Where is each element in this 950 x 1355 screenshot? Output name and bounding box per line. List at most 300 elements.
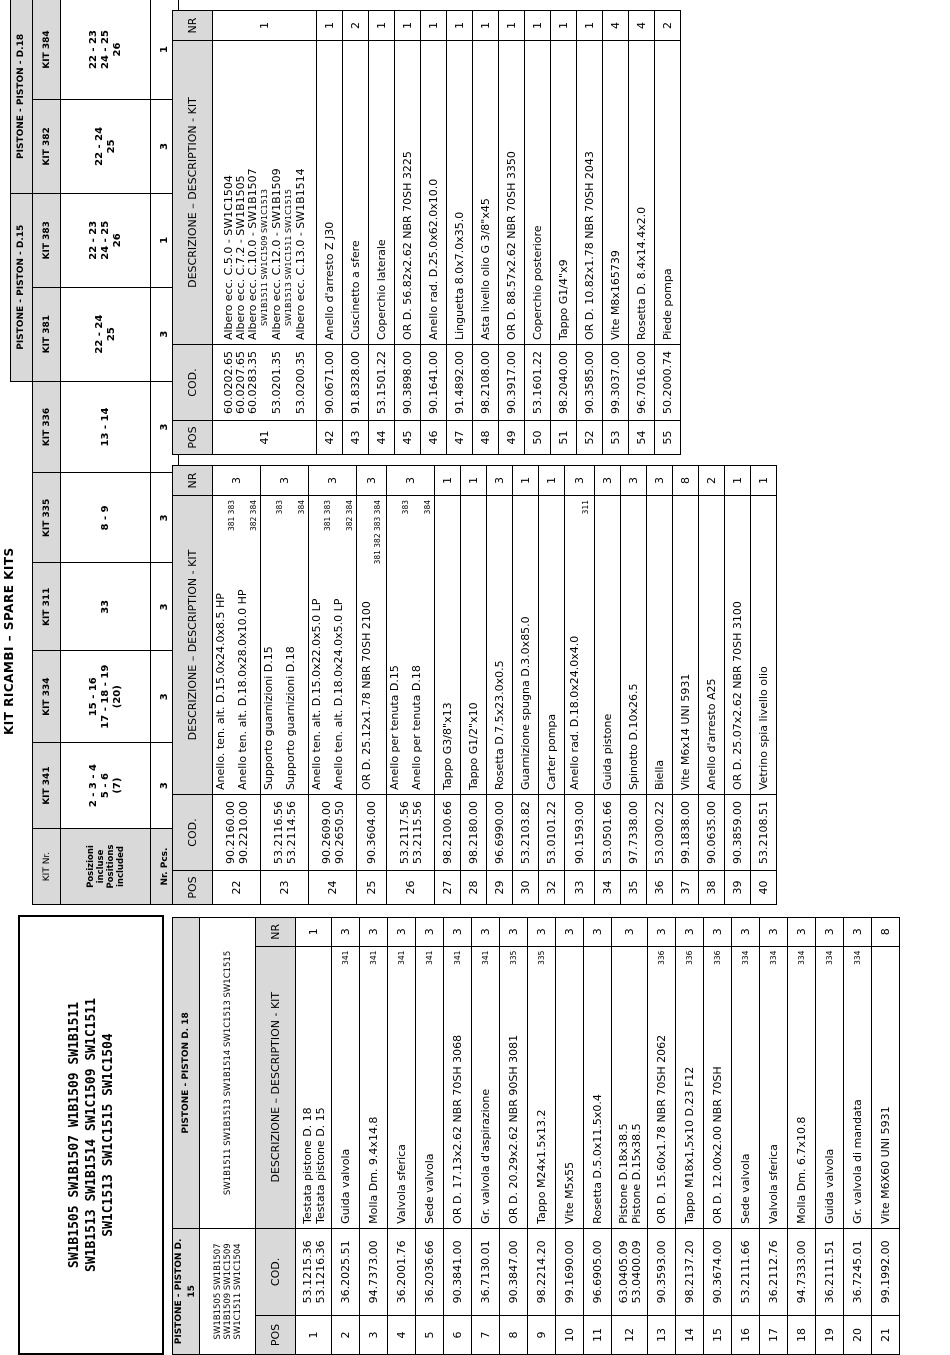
desc-cell [213,41,317,345]
desc-cell [704,946,732,1228]
pos-cell: 32 [539,871,565,905]
table-row [577,11,603,455]
desc-cell [655,41,681,345]
table-row [528,918,556,1355]
desc-text: Anello ten. alt. D.15.0x22.0x5.0 LP [309,598,323,791]
pos-cell: 15 [704,1316,732,1355]
kit-ref: 382 384 [344,500,354,532]
desc-line [441,500,454,790]
nr-cell: 1 [473,11,499,41]
empty-corner [11,829,33,905]
nr-cell: 1 [513,466,539,496]
desc-line: Albero ecc. C.10.0 - SW1B1507 [245,168,259,341]
desc-text: OR D. 25.12x1.78 NBR 70SH 2100 [359,601,373,791]
nr-cell: 3 [676,918,704,947]
desc-text: Vite M5x55 [563,1161,576,1224]
pos-cell: 40 [751,871,777,905]
kit-nr-row [33,0,61,905]
desc-cell [595,496,621,795]
desc-line: Cuscinetto a sfere [348,240,362,341]
desc-text: Testata pistone D. 18 Testata pistone D. 15 [300,1107,327,1224]
table-row [872,918,900,1355]
nr-cell: 1 [435,466,461,496]
table-row [500,918,528,1355]
table-row [213,11,317,455]
desc-cell [388,946,416,1228]
cod-cell: 90.3674.00 [704,1228,732,1315]
desc-line: OR D. 56.82x2.62 NBR 70SH 3225 [400,151,414,341]
pos-cell: 24 [309,871,357,905]
cod-cell: 96.6990.00 [487,795,513,871]
pos-cell: 45 [395,421,421,455]
table-row [421,11,447,455]
kit-number: KIT 384 [33,0,61,99]
piston15-label: PISTONE - PISTON D. 15 [173,1228,200,1354]
cod-cell: 90.1593.00 [565,795,595,871]
table-row [435,466,461,905]
desc-line [333,500,355,790]
table-row [487,466,513,905]
cod-cell: 90.2609.00 90.2650.50 [309,795,357,871]
cod-cell: 91.8328.00 [343,345,369,421]
nr-cell: 3 [309,466,357,496]
kit-number: KIT 336 [33,381,61,473]
desc-cell [699,496,725,795]
cod-cell: 60.0202.65 60.0207.65 60.0283.35 53.0201.35 53.0200.35 [213,345,317,421]
pos-cell: 35 [621,871,647,905]
table-row [676,918,704,1355]
pos-cell: 47 [447,421,473,455]
desc-text: Guarnizione spugna D.3.0x85.0 [519,616,532,791]
desc-text: Vetrino spia livello olio [757,666,770,791]
table-row [539,466,565,905]
cod-cell: 90.3898.00 [395,345,421,421]
cod-cell: 90.3841.00 [444,1228,472,1315]
table-row [788,918,816,1355]
kit-ref: 334 [853,950,862,965]
table-row [461,466,487,905]
cod-cell: 53.2103.82 [513,795,539,871]
table-row [473,11,499,455]
pos-cell: 1 [296,1316,332,1355]
pos-cell: 44 [369,421,395,455]
nr-cell: 3 [360,918,388,947]
nr-cell: 8 [872,918,900,947]
nr-cell: 3 [816,918,844,947]
desc-line [361,500,383,790]
kit-ref: 336 [685,950,694,965]
pos-cell: 2 [332,1316,360,1355]
desc-cell [788,946,816,1228]
table-row [565,466,595,905]
desc-cell [565,496,595,795]
models-line-2: SW1B1513 SW1B1514 SW1C1509 SW1C1511 [83,998,99,1272]
table-row [673,466,699,905]
desc-line: Albero ecc. C.13.0 - SW1B1514 [293,168,307,341]
cod-cell: 53.0501.66 [595,795,621,871]
pos-cell: 46 [421,421,447,455]
desc-cell [261,496,309,795]
kit-ref: 311 [580,500,590,515]
pos-cell: 34 [595,871,621,905]
cod-cell: 96.6905.00 [584,1228,612,1315]
desc-cell [513,496,539,795]
desc-line [731,500,744,790]
kit-pcs: 3 [151,287,179,381]
cod-cell: 99.3037.00 [603,345,629,421]
pos-cell: 26 [387,871,435,905]
desc-text: Guida pistone [601,713,614,791]
kit-positions: 22 - 24 25 [61,99,151,193]
pos-cell: 20 [844,1316,872,1355]
nr-cell: 1 [421,11,447,41]
desc-text: Supporto guarnizioni D.15 [261,646,275,791]
desc-cell [487,496,513,795]
kit-ref: 336 [713,950,722,965]
desc-cell [447,41,473,345]
kit-positions: 22 - 23 24 - 25 26 [61,193,151,287]
pos-cell: 41 [213,421,317,455]
desc-line [545,500,558,790]
models-line-3: SW1C1513 SW1C1515 SW1C1504 [100,1033,116,1237]
desc-cell [387,496,435,795]
desc-text: Anello ten. alt. D.18.0x24.0x5.0 LP [331,598,345,791]
desc-line: Albero ecc. C.12.0 - SW1B1509 [269,168,283,341]
desc-cell [648,946,676,1228]
desc-line [263,500,285,790]
pos-cell: 7 [472,1316,500,1355]
desc-line: Asta livello olio G 3/8"x45 [478,198,492,341]
pos-cell: 39 [725,871,751,905]
desc-cell [612,946,648,1228]
pos-cell: 51 [551,421,577,455]
table-row [551,11,577,455]
desc-cell [539,496,565,795]
pos-cell: 30 [513,871,539,905]
pos-cell: 54 [629,421,655,455]
nr-cell: 3 [388,918,416,947]
kit-ref: 341 [397,950,406,965]
cod-cell: 50.2000.74 [655,345,681,421]
pos-cell: 17 [760,1316,788,1355]
cod-cell: 98.2108.00 [473,345,499,421]
cod-cell: 90.3847.00 [500,1228,528,1315]
nr-cell: 2 [655,11,681,41]
kit-number: KIT 311 [33,563,61,651]
desc-line [757,500,770,790]
desc-text: Anello. ten. alt. D.15.0x24.0x8.5 HP [213,593,227,791]
kit-ref: 334 [769,950,778,965]
kit-positions: 8 - 9 [61,473,151,563]
cod-cell: 53.1501.22 [369,345,395,421]
desc-cell [577,41,603,345]
nr-cell: 3 [556,918,584,947]
pos-cell: 42 [317,421,343,455]
desc-line: Anello rad. D.25.0x62.0x10.0 [426,178,440,341]
desc-text: Vite M6x14 UNI 5931 [679,673,692,791]
nr-cell: 1 [725,466,751,496]
header-cod: COD. [256,1228,296,1315]
nr-cell: 3 [357,466,387,496]
pos-cell: 6 [444,1316,472,1355]
cod-cell: 36.7245.01 [844,1228,872,1315]
nr-cell: 3 [528,918,556,947]
pos-cell: 28 [461,871,487,905]
pos-cell: 29 [487,871,513,905]
desc-line [493,500,506,790]
nr-cell: 3 [612,918,648,947]
table-row [751,466,777,905]
kit-ref: 381 382 383 384 [372,500,382,565]
nr-cell: 3 [788,918,816,947]
pos-cell: 10 [556,1316,584,1355]
nr-cell: 3 [487,466,513,496]
desc-line [467,500,480,790]
table-row [213,466,261,905]
desc-line [519,500,532,790]
cod-cell: 53.2108.51 [751,795,777,871]
cod-cell: 53.1215.36 53.1216.36 [296,1228,332,1315]
desc-text: Anello rad. D.18.0x24.0x4.0 [567,635,581,791]
desc-line [389,500,411,790]
desc-line: SW1B1511 SW1C1509 SW1C1513 [259,188,269,327]
cod-cell: 94.7333.00 [788,1228,816,1315]
desc-cell [760,946,788,1228]
desc-cell [332,946,360,1228]
kit-pcs: 1 [151,0,179,99]
pos-cell: 8 [500,1316,528,1355]
right-header-cod: COD. [173,345,213,421]
cod-cell: 90.2160.00 90.2210.00 [213,795,261,871]
pos-cell: 19 [816,1316,844,1355]
table-row [444,918,472,1355]
kit-positions: 2 - 3 - 4 5 - 6 (7) [61,743,151,829]
piston18-label: PISTONE - PISTON D. 18 [173,918,200,1229]
cod-cell: 36.2112.76 [760,1228,788,1315]
table-row [648,918,676,1355]
kit-ref: 383 [274,500,284,515]
desc-line [285,500,307,790]
cod-cell: 96.7016.00 [629,345,655,421]
pos-cell: 37 [673,871,699,905]
desc-cell [816,946,844,1228]
pos-cell: 11 [584,1316,612,1355]
pos-cell: 53 [603,421,629,455]
desc-cell [676,946,704,1228]
pos-cell: 3 [360,1316,388,1355]
table-row [655,11,681,455]
desc-line: Coperchio posteriore [530,225,544,341]
desc-cell [528,946,556,1228]
desc-cell [673,496,699,795]
kit-ref: 334 [825,950,834,965]
kit-ref: 384 [422,500,432,515]
table-row [360,918,388,1355]
kit-number: KIT 382 [33,99,61,193]
desc-cell [473,41,499,345]
cod-cell: 98.2100.66 [435,795,461,871]
nr-cell: 3 [500,918,528,947]
nr-cell: 3 [261,466,309,496]
right-parts-table [172,10,681,455]
nr-cell: 4 [629,11,655,41]
nr-cell: 3 [565,466,595,496]
nr-cell: 1 [296,918,332,947]
cod-cell: 36.2001.76 [388,1228,416,1315]
cod-cell: 90.3917.00 [499,345,525,421]
piston18-models: SW1B1511 SW1B1513 SW1B1514 SW1C1513 SW1C1515 [200,918,256,1229]
desc-text: Sede valvola [423,1153,436,1224]
table-row [416,918,444,1355]
cod-cell: 98.2040.00 [551,345,577,421]
desc-line: Coperchio laterale [374,239,388,341]
nr-cell: 1 [447,11,473,41]
table-row [309,466,357,905]
desc-text: Rosetta D.7.5x23.0x0.5 [493,660,506,791]
desc-cell [309,496,357,795]
desc-text: Tappo M24x1.5x13.2 [535,1109,548,1224]
desc-text: OR D. 15.60x1.78 NBR 70SH 2062 [655,1034,668,1224]
desc-text: Valvola sferica [395,1144,408,1224]
nr-cell: 3 [472,918,500,947]
nr-cell: 3 [332,918,360,947]
desc-text: Anello d'arresto A25 [705,678,718,791]
pos-cell: 25 [357,871,387,905]
kit-number: KIT 334 [33,651,61,743]
desc-cell [357,496,387,795]
cod-cell: 90.0671.00 [317,345,343,421]
kit-summary-table [10,0,179,905]
desc-cell [732,946,760,1228]
cod-cell: 90.3604.00 [357,795,387,871]
kit-ref: 341 [425,950,434,965]
cod-cell: 53.0300.22 [647,795,673,871]
table-row [595,466,621,905]
table-row [525,11,551,455]
cod-cell: 36.2111.51 [816,1228,844,1315]
desc-line [311,500,333,790]
desc-cell [461,496,487,795]
desc-cell [435,496,461,795]
desc-cell [629,41,655,345]
desc-line: OR D. 88.57x2.62 NBR 70SH 3350 [504,151,518,341]
desc-line [705,500,718,790]
desc-line: Anello d'arresto Z J30 [322,221,336,341]
cod-cell: 90.1641.00 [421,345,447,421]
mid-header-cod: COD. [173,795,213,871]
desc-text: Rosetta D.5.0x11.5x0.4 [591,1094,604,1224]
nr-cell: 4 [603,11,629,41]
models-line-1: SW1B1505 SW1B1507 W1B1509 SW1B1511 [66,1001,82,1269]
kit-positions: 22 - 24 25 [61,287,151,381]
models-title-box [18,915,164,1355]
table-row [472,918,500,1355]
desc-line: Tappo G1/4"x9 [556,259,570,341]
nr-cell: 1 [499,11,525,41]
desc-cell [213,496,261,795]
nr-cell: 1 [751,466,777,496]
nr-cell: 3 [416,918,444,947]
desc-cell [395,41,421,345]
pos-cell: 50 [525,421,551,455]
desc-line: Albero ecc. C.7.2 - SW1B1505 [233,175,247,341]
kit-piston18-label: PISTONE - PISTON - D.18 [11,0,33,193]
cod-cell: 53.0101.22 [539,795,565,871]
desc-cell [472,946,500,1228]
pos-cell: 43 [343,421,369,455]
header-pos: POS [256,1316,296,1355]
nr-cell: 1 [213,11,317,41]
desc-line: Piede pompa [660,268,674,341]
pos-cell: 22 [213,871,261,905]
desc-text: Spinotto D.10x26.5 [627,683,640,791]
kit-ref: 341 [453,950,462,965]
pos-cell: 33 [565,871,595,905]
cod-cell: 36.2036.66 [416,1228,444,1315]
pos-cell: 21 [872,1316,900,1355]
desc-text: OR D. 20.29x2.62 NBR 90SH 3081 [507,1034,520,1224]
kit-nr-label: KIT Nr. [33,829,61,905]
desc-cell [499,41,525,345]
table-row [447,11,473,455]
kit-ref: 335 [537,950,546,965]
cod-cell: 98.2180.00 [461,795,487,871]
desc-text: OR D. 17.13x2.62 NBR 70SH 3068 [451,1034,464,1224]
cod-cell: 98.2137.20 [676,1228,704,1315]
table-row [621,466,647,905]
desc-text: Tappo G1/2"x10 [467,702,480,791]
kit-pcs: 3 [151,381,179,473]
main-title: KIT RICAMBI – SPARE KITS [2,547,16,735]
nr-cell: 3 [844,918,872,947]
kit-ref: 341 [341,950,350,965]
cod-cell: 53.2117.56 53.2115.56 [387,795,435,871]
desc-cell [621,496,647,795]
kit-ref: 381 383 [322,500,332,532]
nr-cell: 1 [577,11,603,41]
desc-text: Pistone D.18x38.5 Pistone D.15x38.5 [616,1123,643,1224]
desc-text: OR D. 12.00x2.00 NBR 70SH [711,1066,724,1224]
desc-cell [584,946,612,1228]
desc-cell [360,946,388,1228]
kit-ref: 381 383 [226,500,236,532]
pos-cell: 55 [655,421,681,455]
desc-text: OR D. 25.07x2.62 NBR 70SH 3100 [731,601,744,791]
kit-ref: 334 [741,950,750,965]
table-row [725,466,751,905]
table-row [395,11,421,455]
table-row [499,11,525,455]
desc-cell [556,946,584,1228]
empty-band [11,381,33,828]
right-body [213,11,681,455]
table-row [332,918,360,1355]
table-row [556,918,584,1355]
cod-cell: 36.7130.01 [472,1228,500,1315]
kit-pcs: 1 [151,193,179,287]
desc-line [627,500,640,790]
pos-cell: 38 [699,871,725,905]
kit-pcs: 3 [151,473,179,563]
kit-ref: 334 [797,950,806,965]
pos-cell: 13 [648,1316,676,1355]
pos-cell: 18 [788,1316,816,1355]
table-row [816,918,844,1355]
nr-cell: 1 [395,11,421,41]
desc-text: Supporto guarnizioni D.18 [283,646,297,791]
kit-pcs: 3 [151,743,179,829]
pos-cell: 4 [388,1316,416,1355]
